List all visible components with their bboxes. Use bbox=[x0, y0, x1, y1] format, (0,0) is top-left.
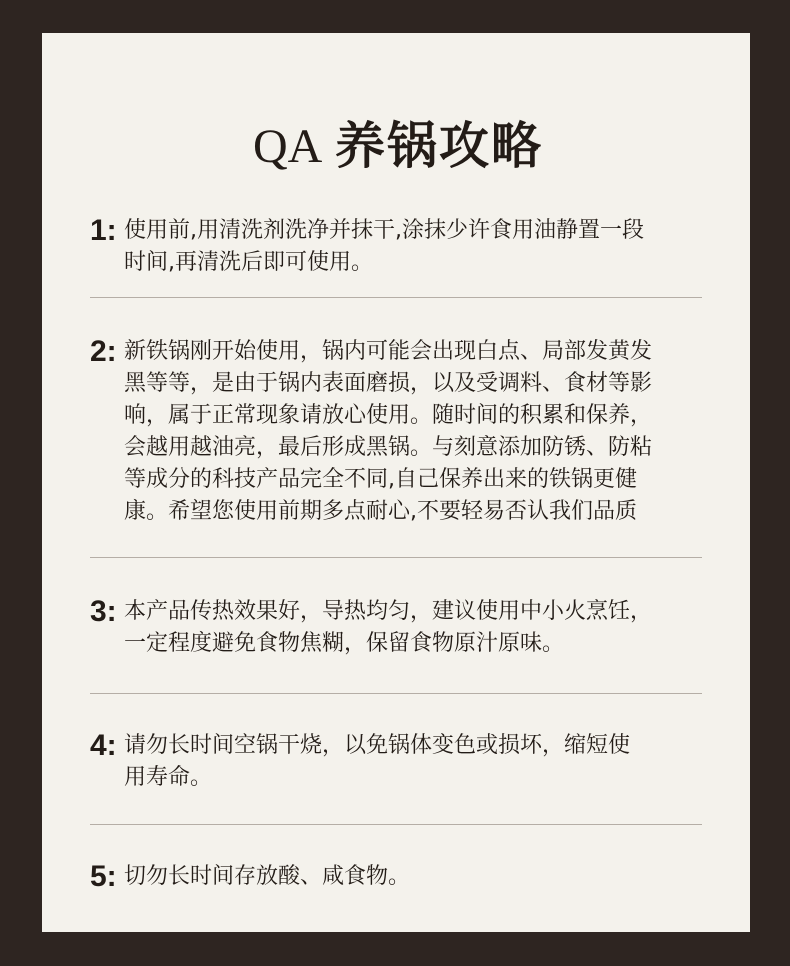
qa-logo-text: QA bbox=[253, 120, 323, 173]
qa-logo-icon bbox=[249, 116, 323, 176]
divider bbox=[90, 824, 702, 825]
tip-text: 使用前,用清洗剂洗净并抹干,涂抹少许食用油静置一段 时间,再清洗后即可使用。 bbox=[124, 218, 644, 275]
tip-text: 新铁锅刚开始使用，锅内可能会出现白点、局部发黄发 黑等等，是由于锅内表面磨损，以及受调料、食材等影 响，属于正常现象请放心使用。随时间的积累和保养， 会越用越油亮，最后形成黑锅。与刻意添加防锈、防粘 等成分的科技产品完全不同,自己保养出来的铁锅更健 康。希望您使用前期多点耐心,不要轻易否认我们品质 bbox=[124, 339, 653, 524]
tip-number: 4: bbox=[90, 729, 117, 762]
tip-item-3 bbox=[90, 596, 710, 660]
header bbox=[42, 111, 750, 181]
tip-item-2 bbox=[90, 336, 710, 528]
divider bbox=[90, 693, 702, 694]
tip-item-1 bbox=[90, 215, 710, 279]
tip-text: 请勿长时间空锅干烧，以免锅体变色或损坏，缩短使 用寿命。 bbox=[124, 733, 631, 790]
divider bbox=[90, 297, 702, 298]
tip-item-5 bbox=[90, 861, 710, 893]
tip-text: 切勿长时间存放酸、咸食物。 bbox=[124, 864, 411, 889]
tip-text: 本产品传热效果好，导热均匀，建议使用中小火烹饪， 一定程度避免食物焦糊，保留食物原汁原味。 bbox=[124, 599, 653, 656]
tip-number: 3: bbox=[90, 595, 117, 628]
page-title: 养锅攻略 bbox=[335, 117, 543, 175]
tip-number: 2: bbox=[90, 335, 117, 368]
guide-card bbox=[42, 33, 750, 932]
tip-number: 5: bbox=[90, 860, 117, 893]
divider bbox=[90, 557, 702, 558]
tip-number: 1: bbox=[90, 214, 117, 247]
tip-item-4 bbox=[90, 730, 710, 794]
